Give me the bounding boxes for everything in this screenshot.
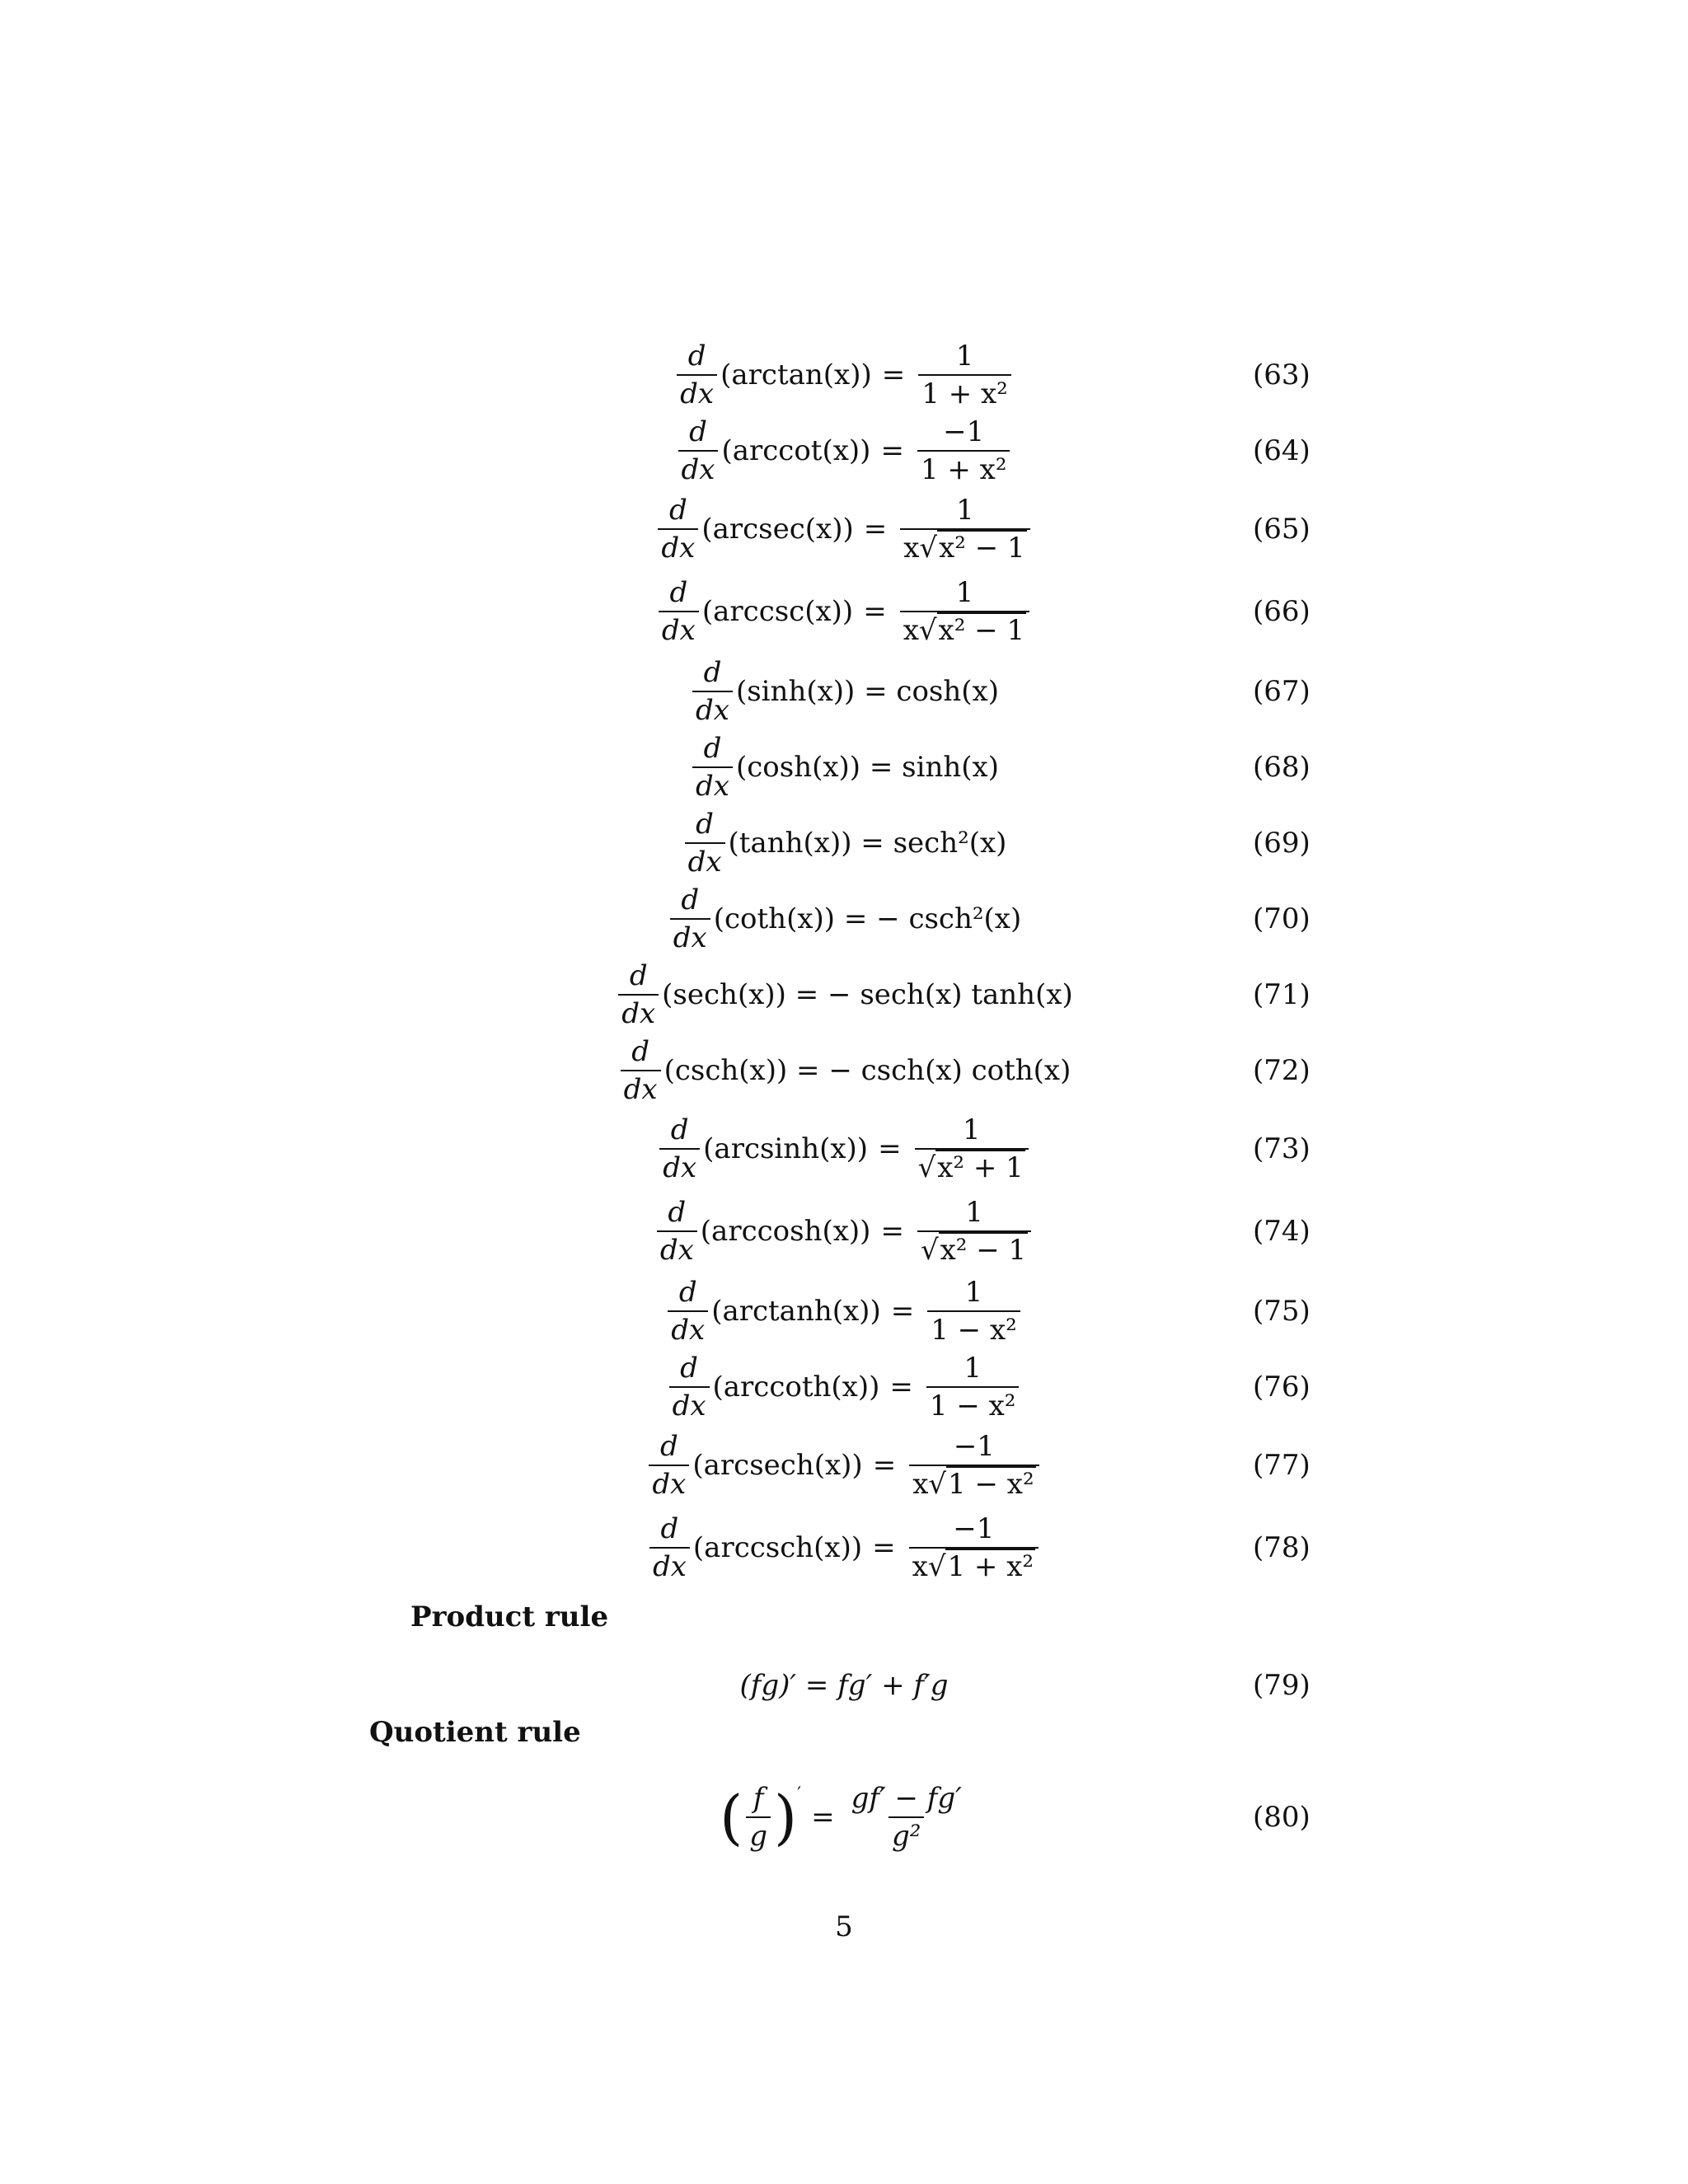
- equation-number: (65): [1253, 513, 1311, 546]
- equation-body: (csch(x)) = − csch(x) coth(x): [663, 1054, 1071, 1087]
- lhs: (arccsc(x)): [701, 595, 854, 628]
- f-over-g: $\frac{f}{g}$: [746, 1782, 771, 1853]
- equation-65: [0, 490, 1688, 569]
- equation-number: (71): [1253, 978, 1311, 1011]
- derivative-operator: $\frac{d}{dx}$: [649, 1430, 689, 1501]
- equation-number: (66): [1253, 595, 1311, 628]
- equation-64: [0, 414, 1688, 488]
- rhs-fraction: $\frac{-1}{\text{1 + x²}}$: [917, 415, 1010, 486]
- derivative-operator: $\frac{d}{dx}$: [658, 494, 698, 565]
- equation-73: $\frac{d}{dx}$ (arcsinh(x)) = $\frac{1}{\text{√x² + 1}}$ (73): [0, 1109, 1688, 1188]
- derivative-operator: $\frac{d}{dx}$: [685, 808, 725, 879]
- equation-math: $\frac{d}{dx}$ (arccot(x)) = $\frac{-1}{\text{1 + x²}}$: [0, 415, 1688, 486]
- equation-74: $\frac{d}{dx}$ (arccosh(x)) = $\frac{1}{\text{√x² − 1}}$ (74): [0, 1192, 1688, 1271]
- rhs-fraction: $\frac{1}{\text{√x² − 1}}$: [917, 1196, 1031, 1267]
- lhs: (arctan(x)): [720, 359, 872, 391]
- equation-math: $\frac{d}{dx}$ (arctan(x)) = $\frac{1}{\text{1 + x²}}$: [0, 340, 1688, 410]
- equation-number: (78): [1253, 1531, 1311, 1564]
- equation-78: $\frac{d}{dx}$ (arccsch(x)) = $\frac{-1}{\text{x√1 + x²}}$ (78): [0, 1508, 1688, 1587]
- rhs-fraction: $\frac{-1}{\text{x√1 + x²}}$: [909, 1512, 1039, 1583]
- rhs-fraction: $\frac{1}{\text{x√x² − 1}}$: [900, 576, 1029, 647]
- equation-number: (63): [1253, 359, 1311, 391]
- equation-67: [0, 654, 1688, 729]
- equation-80: ( $\frac{f}{g}$ ) ′ = $\frac{gf' - fg'}{\text{g²}}$ (80): [720, 1782, 1311, 1853]
- rhs-fraction: $\frac{1}{\text{1 − x²}}$: [927, 1276, 1020, 1347]
- equation-number: (64): [1253, 434, 1311, 467]
- equation-body: (coth(x)) = − csch²(x): [713, 902, 1022, 935]
- rhs-fraction: $\frac{1}{\text{√x² + 1}}$: [915, 1113, 1029, 1184]
- lhs: (arcsinh(x)): [703, 1132, 869, 1165]
- equation-number: (69): [1253, 827, 1311, 860]
- derivative-operator: $\frac{d}{dx}$: [618, 959, 659, 1030]
- page-number: 5: [835, 1910, 853, 1943]
- quotient-rule-heading: Quotient rule: [369, 1716, 581, 1749]
- equation-68: [0, 730, 1688, 804]
- equation-math: $\frac{d}{dx}$ (arccsc(x)) = $\frac{1}{\text{x√x² − 1}}$: [0, 576, 1688, 647]
- equation-77: $\frac{d}{dx}$ (arcsech(x)) = $\frac{-1}{\text{x√1 − x²}}$ (77): [0, 1426, 1688, 1505]
- equation-79: [0, 1657, 1688, 1714]
- equation-body: (sinh(x)) = cosh(x): [735, 675, 999, 708]
- equation-76: $\frac{d}{dx}$ (arccoth(x)) = $\frac{1}{\text{1 − x²}}$ (76): [0, 1350, 1688, 1424]
- equation-66: [0, 572, 1688, 651]
- derivative-operator: $\frac{d}{dx}$: [659, 576, 699, 647]
- equation-number: (70): [1253, 902, 1311, 935]
- derivative-operator: $\frac{d}{dx}$: [678, 415, 719, 486]
- equation-number: (80): [1253, 1801, 1311, 1834]
- equation-body: (sech(x)) = − sech(x) tanh(x): [662, 978, 1073, 1011]
- equation-number: (75): [1253, 1295, 1311, 1328]
- derivative-operator: $\frac{d}{dx}$: [670, 883, 710, 954]
- derivative-operator: $\frac{d}{dx}$: [692, 656, 733, 727]
- lhs: (arccot(x)): [721, 434, 871, 467]
- left-paren: (: [720, 1783, 743, 1852]
- equation-number: (76): [1253, 1371, 1311, 1404]
- equation-number: (77): [1253, 1449, 1311, 1482]
- rhs-fraction: $\frac{1}{\text{1 − x²}}$: [926, 1352, 1020, 1422]
- derivative-operator: $\frac{d}{dx}$: [649, 1512, 690, 1583]
- equation-number: (73): [1253, 1132, 1311, 1165]
- equation-math: $\frac{d}{dx}$ (arcsec(x)) = $\frac{1}{\text{x√x² − 1}}$: [0, 494, 1688, 565]
- equation-71: [0, 958, 1688, 1032]
- derivative-operator: $\frac{d}{dx}$: [677, 340, 717, 410]
- equation-body: (cosh(x)) = sinh(x): [735, 751, 999, 784]
- lhs: (arccoth(x)): [712, 1371, 880, 1404]
- derivative-operator: $\frac{d}{dx}$: [669, 1352, 710, 1422]
- equation-number: (79): [1253, 1669, 1311, 1702]
- rhs-fraction: $\frac{1}{\text{1 + x²}}$: [918, 340, 1011, 410]
- equation-69: [0, 806, 1688, 880]
- derivative-operator: $\frac{d}{dx}$: [621, 1035, 661, 1106]
- derivative-operator: $\frac{d}{dx}$: [692, 732, 733, 803]
- derivative-operator: $\frac{d}{dx}$: [668, 1276, 708, 1347]
- equation-70: [0, 882, 1688, 956]
- equation-number: (74): [1253, 1215, 1311, 1248]
- product-rule-formula: (fg)′ = fg′ + f′g: [739, 1669, 949, 1702]
- equation-72: [0, 1033, 1688, 1108]
- product-rule-heading: Product rule: [410, 1601, 609, 1633]
- equation-number: (67): [1253, 675, 1311, 708]
- equation-75: $\frac{d}{dx}$ (arctanh(x)) = $\frac{1}{\text{1 − x²}}$ (75): [0, 1274, 1688, 1348]
- equation-body: (tanh(x)) = sech²(x): [728, 827, 1007, 860]
- lhs: (arccosh(x)): [700, 1215, 871, 1248]
- derivative-operator: $\frac{d}{dx}$: [657, 1196, 697, 1267]
- lhs: (arctanh(x)): [711, 1295, 881, 1328]
- rhs-fraction: $\frac{gf' - fg'}{\text{g²}}$: [851, 1782, 962, 1853]
- rhs-fraction: $\frac{-1}{\text{x√1 − x²}}$: [909, 1430, 1039, 1501]
- equation-number: (68): [1253, 751, 1311, 784]
- lhs: (arccsch(x)): [692, 1531, 863, 1564]
- rhs-fraction: $\frac{1}{\text{x√x² − 1}}$: [900, 494, 1029, 565]
- equation-63: [0, 338, 1688, 412]
- lhs: (arcsec(x)): [701, 513, 854, 546]
- lhs: (arcsech(x)): [692, 1449, 863, 1482]
- derivative-operator: $\frac{d}{dx}$: [659, 1113, 700, 1184]
- right-paren: ): [774, 1783, 798, 1852]
- equation-number: (72): [1253, 1054, 1311, 1087]
